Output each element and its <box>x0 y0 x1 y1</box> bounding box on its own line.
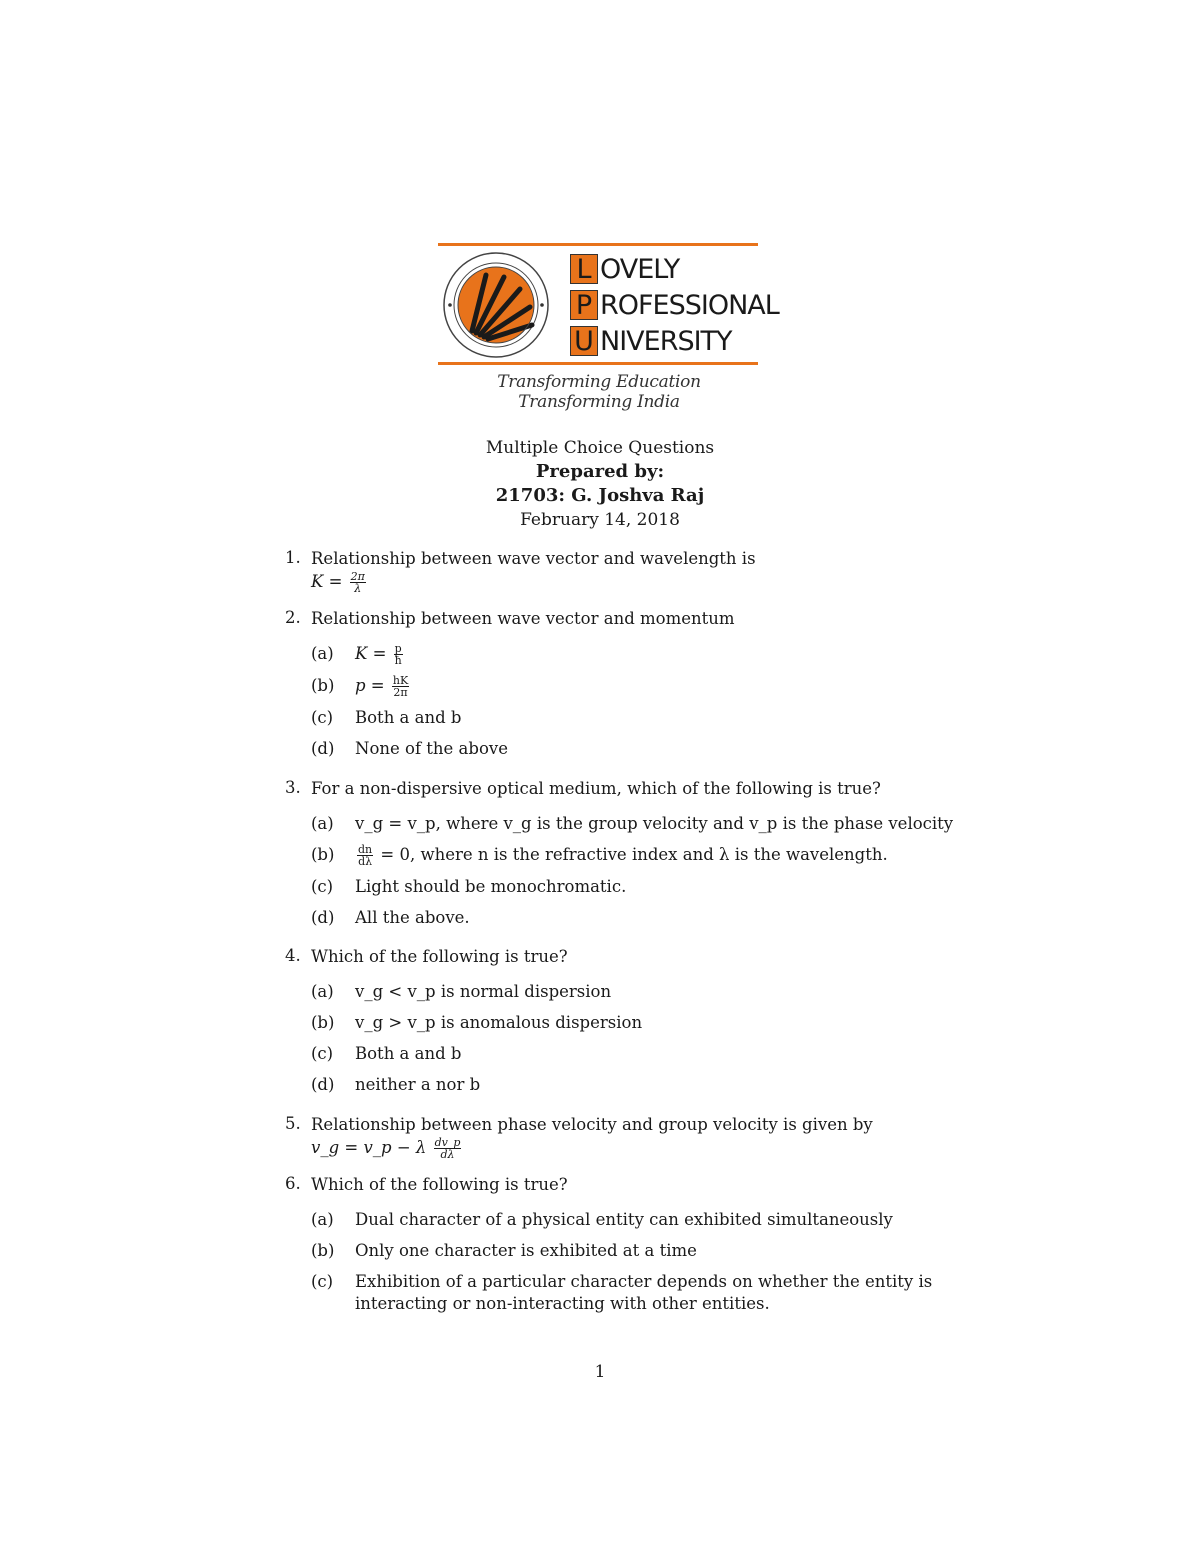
option-label: (b) <box>311 845 335 864</box>
option-label: (d) <box>311 1075 335 1094</box>
question-text: For a non-dispersive optical medium, which of the following is true? <box>311 779 881 798</box>
logo-tagline: Transforming Education Transforming India <box>497 372 701 412</box>
question-6 <box>285 1174 991 1324</box>
university-logo <box>438 243 779 412</box>
fraction-denominator: λ <box>354 582 362 595</box>
option-text: Both a and b <box>355 708 462 727</box>
option-text: Exhibition of a particular character depends on whether the entity is interacting or non-interacting with other entities. <box>355 1272 933 1313</box>
option-label: (b) <box>311 676 335 695</box>
question-answer <box>311 1136 991 1160</box>
question-number: 4. <box>285 946 301 965</box>
option-text: Dual character of a physical entity can exhibited simultaneously <box>355 1210 893 1229</box>
option-label: (a) <box>311 814 334 833</box>
option-label: (d) <box>311 908 335 927</box>
option-item <box>311 1271 991 1315</box>
document-header <box>0 436 1200 532</box>
page-number: 1 <box>594 1362 606 1382</box>
option-lhs: K = <box>355 644 392 663</box>
option-text: Both a and b <box>355 1044 462 1063</box>
question-5 <box>285 1114 991 1160</box>
question-number: 2. <box>285 608 301 627</box>
fraction-numerator: dv_p <box>434 1136 461 1149</box>
option-item <box>311 876 991 898</box>
option-item <box>311 674 991 699</box>
option-item <box>311 1209 991 1231</box>
option-item <box>311 1012 991 1034</box>
fraction-numerator: dn <box>358 843 373 856</box>
question-text: Which of the following is true? <box>311 947 568 966</box>
option-text: v_g = v_p, where v_g is the group velocity and v_p is the phase velocity <box>355 814 954 833</box>
question-text: Relationship between wave vector and momentum <box>311 609 735 628</box>
option-label: (b) <box>311 1013 335 1032</box>
author: 21703: G. Joshva Raj <box>495 485 705 506</box>
option-text: = 0, where n is the refractive index and λ is the wavelength. <box>375 845 888 864</box>
option-text: None of the above <box>355 739 508 758</box>
question-3 <box>285 778 991 938</box>
option-item <box>311 1043 991 1065</box>
fraction-numerator: hK <box>392 674 409 687</box>
option-text: v_g > v_p is anomalous dispersion <box>355 1013 643 1032</box>
fraction-numerator: 2π <box>350 570 365 583</box>
question-2 <box>285 608 991 769</box>
option-item <box>311 1074 991 1096</box>
option-label: (c) <box>311 1044 334 1063</box>
logo-top-rule <box>438 243 758 246</box>
question-4 <box>285 946 991 1105</box>
option-label: (c) <box>311 1272 334 1291</box>
fraction <box>434 1137 462 1160</box>
fraction-denominator: ħ <box>394 654 402 667</box>
logo-line-professional: P ROFESSIONAL <box>570 288 779 322</box>
fraction-denominator: 2π <box>393 686 408 699</box>
answer-lhs: v_g = v_p − λ <box>311 1138 432 1157</box>
option-list <box>311 813 991 929</box>
option-label: (a) <box>311 982 334 1001</box>
question-number: 3. <box>285 778 301 797</box>
question-text: Relationship between phase velocity and group velocity is given by <box>311 1115 873 1134</box>
option-label: (c) <box>311 708 334 727</box>
option-item <box>311 981 991 1003</box>
answer-lhs: K = <box>311 572 348 591</box>
option-text: All the above. <box>355 908 470 927</box>
option-text: neither a nor b <box>355 1075 481 1094</box>
option-list <box>311 643 991 760</box>
university-seal-icon <box>442 251 550 359</box>
option-label: (a) <box>311 644 334 663</box>
option-item <box>311 907 991 929</box>
option-text: v_g < v_p is normal dispersion <box>355 982 612 1001</box>
logo-line-university: U NIVERSITY <box>570 324 779 358</box>
option-label: (d) <box>311 739 335 758</box>
option-lhs: p = <box>355 676 390 695</box>
option-label: (c) <box>311 877 334 896</box>
question-1 <box>285 548 991 594</box>
fraction-denominator: dλ <box>358 855 373 868</box>
option-item <box>311 642 991 667</box>
logo-bottom-rule <box>438 362 758 365</box>
option-item <box>311 1240 991 1262</box>
option-list <box>311 1209 991 1315</box>
question-text: Relationship between wave vector and wavelength is <box>311 549 756 568</box>
fraction <box>350 571 366 594</box>
option-text: Light should be monochromatic. <box>355 877 627 896</box>
option-text: Only one character is exhibited at a time <box>355 1241 697 1260</box>
option-label: (b) <box>311 1241 335 1260</box>
document-date: February 14, 2018 <box>520 510 680 530</box>
prepared-by-label: Prepared by: <box>535 461 665 482</box>
fraction <box>357 844 373 867</box>
question-number: 1. <box>285 548 301 567</box>
option-item <box>311 738 991 760</box>
logo-initial-l: L <box>570 254 598 284</box>
option-item <box>311 813 991 835</box>
question-number: 6. <box>285 1174 301 1193</box>
fraction-denominator: dλ <box>440 1148 455 1161</box>
logo-initial-p: P <box>570 290 598 320</box>
option-label: (a) <box>311 1210 334 1229</box>
option-item <box>311 843 991 868</box>
question-number: 5. <box>285 1114 301 1133</box>
document-title: Multiple Choice Questions <box>485 438 715 458</box>
question-answer <box>311 570 991 594</box>
fraction <box>394 643 403 666</box>
option-item <box>311 707 991 729</box>
option-list <box>311 981 991 1096</box>
fraction <box>392 675 409 698</box>
question-text: Which of the following is true? <box>311 1175 568 1194</box>
fraction-numerator: p <box>394 642 402 655</box>
logo-initial-u: U <box>570 326 598 356</box>
logo-line-lovely: L OVELY <box>570 252 779 286</box>
